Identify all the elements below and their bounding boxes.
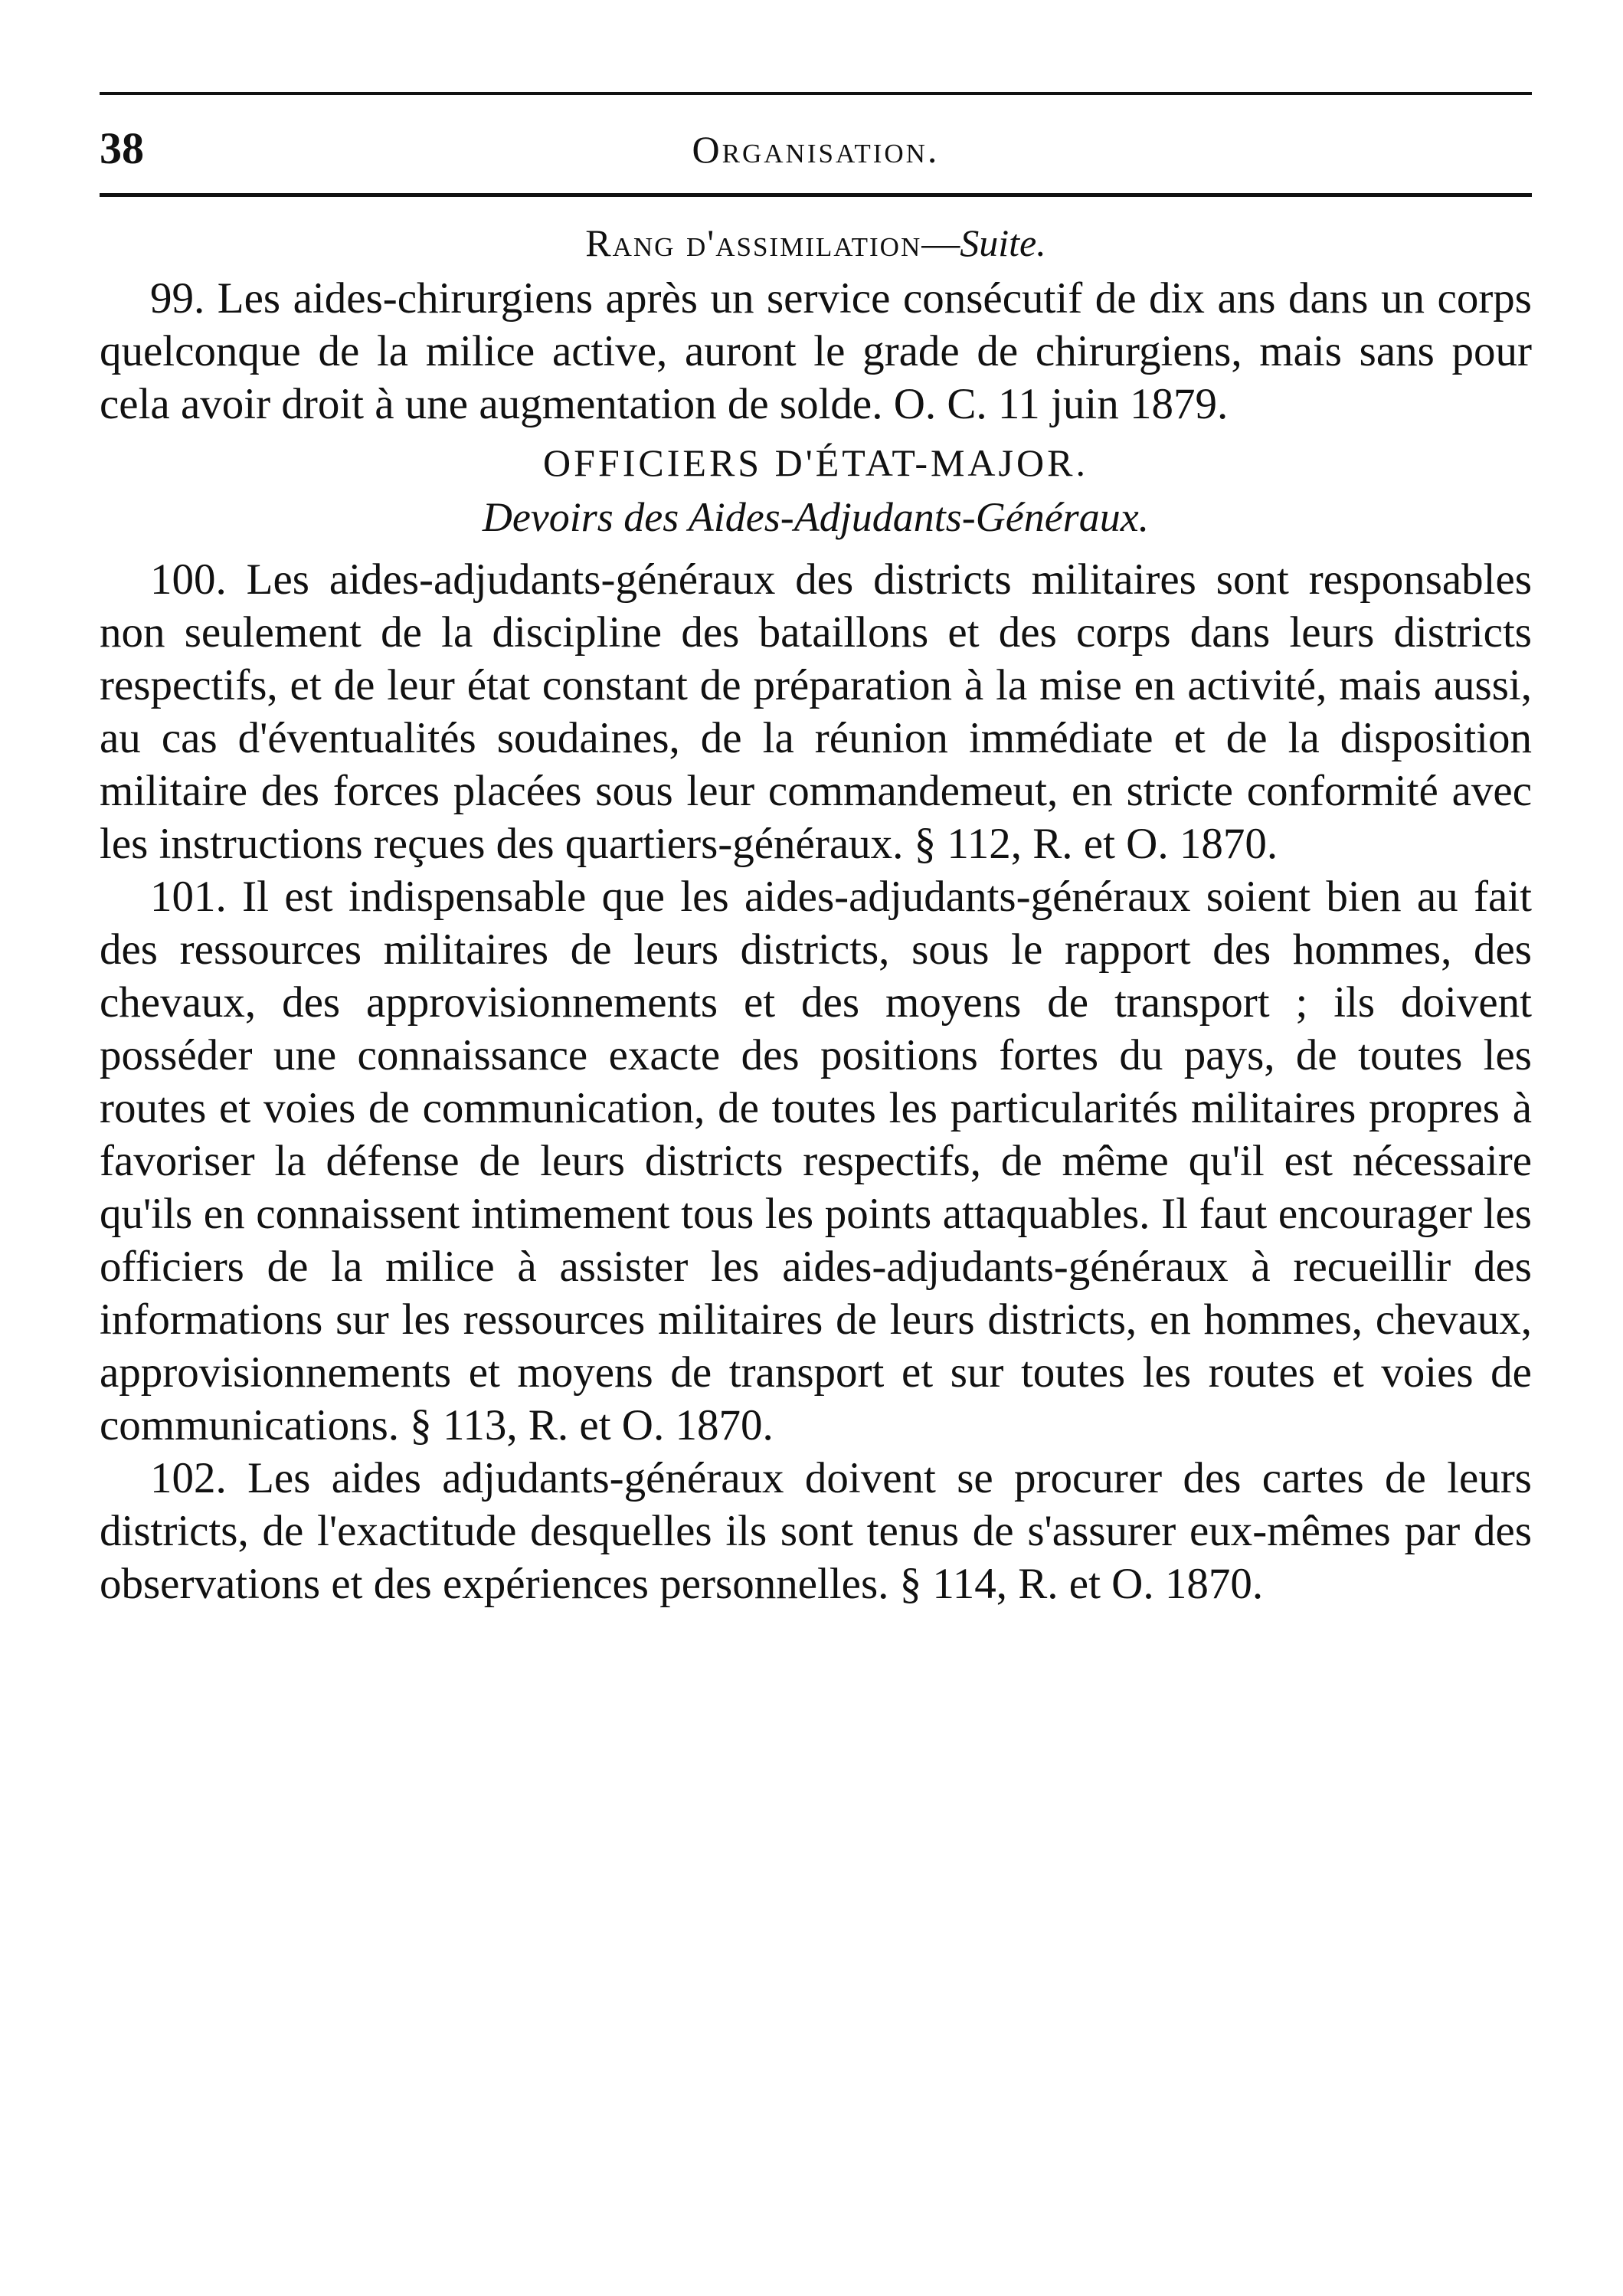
section-continuation xyxy=(100,220,1532,266)
header-rule xyxy=(100,193,1532,197)
section-suite: Suite. xyxy=(960,221,1046,264)
top-rule xyxy=(100,92,1532,95)
book-page xyxy=(100,92,1532,1610)
running-title: Organisation. xyxy=(692,128,940,171)
page-number: 38 xyxy=(100,123,144,173)
section-label: Rang d'assimilation xyxy=(585,221,922,264)
paragraph-102: 102. Les aides adjudants-généraux doivent se procurer des cartes de leurs districts, de l'exactitude desquelles ils sont tenus de s'assurer eux-mêmes par des observations et des expériences personnelles. § 114, R. et O. 1870. xyxy=(100,1454,1532,1608)
paragraph-101: 101. Il est indispensable que les aides-adjudants-généraux soient bien au fait des ressources militaires de leurs districts, sous le rapport des hommes, des chevaux, des approvisionnements et des moyens de transport ; ils doivent posséder une connaissance exacte des positions fortes du pays, de toutes les routes et voies de communication, de toutes les particularités militaires propres à favoriser la défense de leurs districts respectifs, de même qu'il est nécessaire qu'ils en connaissent intimement tous les points attaquables. Il faut encourager les officiers de la milice à assister les aides-adjudants-généraux à recueillir des informations sur les ressources militaires de leurs districts, en hommes, chevaux, approvisionnements et moyens de transport et sur toutes les routes et voies de communications. § 113, R. et O. 1870. xyxy=(100,873,1532,1449)
paragraph-100: 100. Les aides-adjudants-généraux des districts militaires sont responsables non seulement de la discipline des bataillons et des corps dans leurs districts respectifs, et de leur état constant de préparation à la mise en activité, mais aussi, au cas d'éventualités soudaines, de la réunion immédiate et de la disposition militaire des forces placées sous leur commandemeut, en stricte conformité avec les instructions reçues des quartiers-généraux. § 112, R. et O. 1870. xyxy=(100,555,1532,868)
heading-officiers: OFFICIERS D'ÉTAT-MAJOR. xyxy=(543,441,1088,484)
subheading-devoirs: Devoirs des Aides-Adjudants-Généraux. xyxy=(482,494,1150,540)
section-dash: — xyxy=(921,221,960,264)
running-head xyxy=(100,123,1532,193)
paragraph-99: 99. Les aides-chirurgiens après un service consécutif de dix ans dans un corps quelconque de la milice active, auront le grade de chirurgiens, mais sans pour cela avoir droit à une augmentation de solde. O. C. 11 juin 1879. xyxy=(100,274,1532,428)
